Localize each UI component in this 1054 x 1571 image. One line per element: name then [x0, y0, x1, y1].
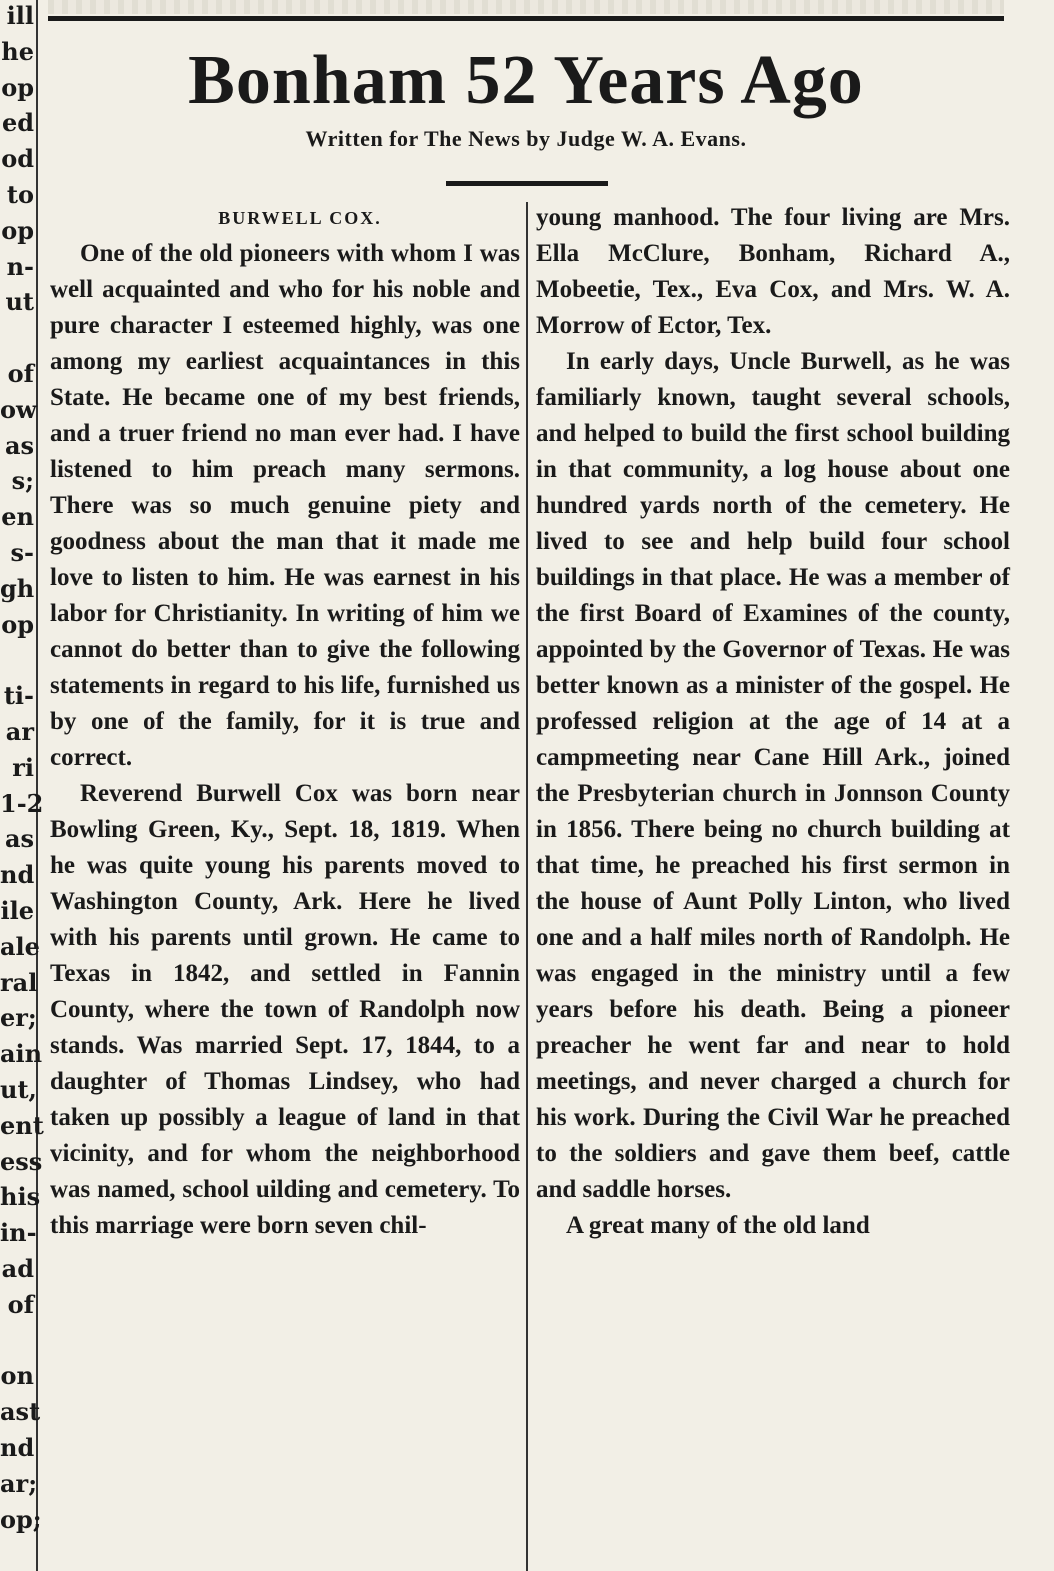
- margin-fragment: of: [7, 1289, 34, 1319]
- margin-fragment: ent: [0, 1110, 44, 1140]
- top-rule: [48, 16, 1004, 21]
- margin-fragment: ain: [0, 1039, 43, 1069]
- margin-fragment: op: [1, 72, 34, 102]
- margin-fragment: ar: [5, 717, 34, 746]
- paragraph: Reverend Burwell Cox was born near Bowling Green, Ky., Sept. 18, 1819. When he was quite young his parents moved to Washington County, Ark. Here he lived with his parents until grown. He came to Texas in 1842, and settled in Fannin County, where the town of Randolph now stands. Was married Sept. 17, 1844, to a daughter of Thomas Lindsey, who had taken up possibly a league of land in that vicinity, and for whom the neighborhood was named, school uilding and cemetery. To this marriage were born seven chil-: [50, 780, 520, 1239]
- margin-fragment: ut: [5, 287, 34, 317]
- margin-fragment: to: [6, 180, 34, 209]
- margin-fragment: op;: [0, 1504, 42, 1534]
- bleed-through-text: [48, 0, 1004, 14]
- margin-fragment: ow: [0, 394, 37, 424]
- margin-fragment: his: [0, 1182, 41, 1212]
- margin-fragment: s;: [11, 466, 34, 496]
- margin-fragment: of: [7, 359, 34, 388]
- margin-fragment: ti-: [3, 681, 34, 711]
- margin-fragment: as: [4, 430, 34, 460]
- margin-fragment: ess: [0, 1146, 43, 1176]
- margin-fragment: op: [1, 609, 34, 639]
- margin-fragment: ral: [0, 967, 38, 997]
- margin-fragment: s-: [10, 538, 34, 567]
- margin-fragment: ast: [0, 1397, 41, 1427]
- margin-fragment: ile: [0, 896, 34, 925]
- article-column-2: [536, 200, 1010, 1244]
- margin-fragment: as: [4, 824, 34, 854]
- margin-fragment: gh: [0, 573, 35, 603]
- title-rule: [446, 181, 608, 186]
- paragraph: In early days, Uncle Burwell, as he was familiarly known, taught several schools, and helped to build the first school building in that community, a log house about one hundred yards north of the cemetery. He lived to see and help build four school buildings in that place. He was a member of the first Board of Examines of the county, appointed by the Governor of Texas. He was better known as a minister of the gospel. He professed religion at the age of 14 at a campmeeting near Cane Hill Ark., joined the Presbyterian church in Jonnson County in 1856. There being no church building at that time, he preached his first sermon in the house of Aunt Polly Linton, who lived one and a half miles north of Randolph. He was engaged in the ministry until a few years before his death. Being a pioneer preacher he went far and near to hold meetings, and never charged a church for his work. During the Civil War he preached to the soldiers and gave them beef, cattle and saddle horses.: [536, 348, 1010, 1203]
- margin-fragment: ed: [1, 108, 34, 138]
- article-title: Bonham 52 Years Ago: [188, 42, 864, 119]
- margin-fragment: ri: [12, 752, 34, 782]
- margin-fragment: nd: [0, 860, 35, 890]
- article-column-1: [50, 200, 520, 1244]
- paragraph: A great many of the old land: [566, 1212, 870, 1239]
- section-heading: BURWELL COX.: [218, 208, 382, 228]
- margin-fragment: he: [1, 36, 34, 66]
- margin-fragment: nd: [0, 1433, 35, 1462]
- margin-fragment: n-: [6, 251, 34, 281]
- paragraph: One of the old pioneers with whom I was well acquainted and who for his noble and pure character I esteemed highly, was one among my earliest acquaintances in this State. He became one of my best friends, and a truer friend no man ever had. I have listened to him preach many sermons. There was so much genuine piety and goodness about the man that it made me love to listen to him. He was earnest in his labor for Christianity. In writing of him we cannot do better than to give the following statements in regard to his life, furnished us by one of the family, for it is true and correct.: [50, 240, 520, 771]
- margin-fragment: op: [1, 215, 34, 245]
- margin-fragment: ut,: [0, 1075, 37, 1104]
- article-byline: Written for The News by Judge W. A. Evans.: [305, 126, 747, 151]
- margin-fragment: ill: [6, 1, 34, 30]
- margin-fragment: er;: [0, 1003, 37, 1033]
- column-divider: [526, 202, 528, 1571]
- margin-fragment: ar;: [0, 1468, 38, 1498]
- margin-fragment: ad: [1, 1254, 34, 1283]
- margin-fragment: 1-2: [0, 788, 44, 818]
- paragraph: young manhood. The four living are Mrs. Ella McClure, Bonham, Richard A., Mobeetie, Tex., Eva Cox, and Mrs. W. A. Morrow of Ector, Tex.: [536, 204, 1010, 339]
- margin-fragment: en: [1, 502, 34, 532]
- margin-fragment: on: [0, 1361, 34, 1391]
- margin-fragment: od: [1, 144, 34, 174]
- margin-fragment: in-: [0, 1218, 37, 1248]
- margin-fragment: ale: [0, 931, 40, 961]
- adjacent-column-fragment: [0, 0, 44, 1571]
